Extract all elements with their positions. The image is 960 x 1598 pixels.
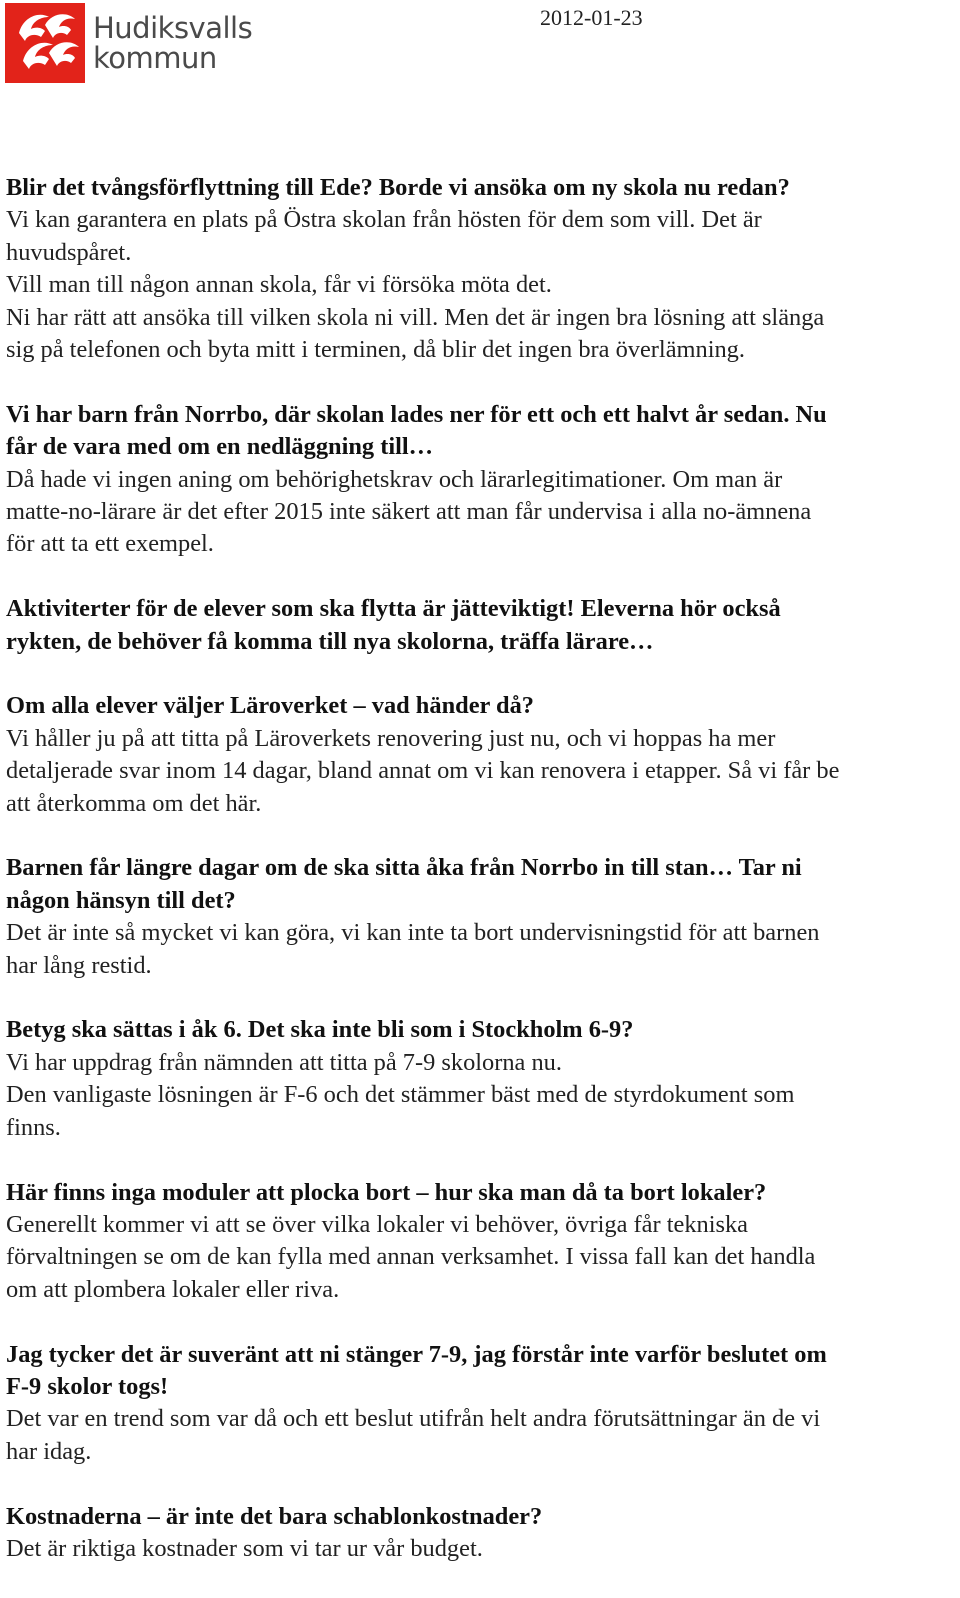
- answer-line: förvaltningen se om de kan fylla med annan verksamhet. I vissa fall kan det handla: [6, 1243, 816, 1271]
- document-date: 2012-01-23: [540, 5, 643, 30]
- answer-line: detaljerade svar inom 14 dagar, bland annat om vi kan renovera i etapper. Så vi får be: [6, 757, 840, 785]
- question-line: Kostnaderna – är inte det bara schablonkostnader?: [6, 1502, 543, 1530]
- answer-line: Vi håller ju på att titta på Läroverkets renovering just nu, och vi hoppas ha mer: [6, 724, 776, 752]
- answer-line: matte-no-lärare är det efter 2015 inte säkert att man får undervisa i alla no-ämnena: [6, 498, 812, 526]
- question-line: F-9 skolor togs!: [6, 1372, 169, 1400]
- answer-line: finns.: [6, 1113, 61, 1141]
- qa-block: [6, 1014, 956, 1144]
- answer-line: Det var en trend som var då och ett beslut utifrån helt andra förutsättningar än de vi: [6, 1405, 821, 1433]
- qa-content: [6, 172, 956, 1598]
- answer-line: Det är inte så mycket vi kan göra, vi kan inte ta bort undervisningstid för att barnen: [6, 919, 820, 947]
- question-line: rykten, de behöver få komma till nya skolorna, träffa lärare…: [6, 627, 654, 655]
- answer-line: Vi kan garantera en plats på Östra skolan från hösten för dem som vill. Det är: [6, 206, 762, 234]
- question-line: Barnen får längre dagar om de ska sitta åka från Norrbo in till stan… Tar ni: [6, 854, 802, 882]
- question-line: Blir det tvångsförflyttning till Ede? Borde vi ansöka om ny skola nu redan?: [6, 174, 790, 201]
- qa-block: [6, 593, 956, 658]
- answer-line: huvudspåret.: [6, 238, 132, 266]
- answer-line: Den vanligaste lösningen är F-6 och det stämmer bäst med de styrdokument som: [6, 1081, 795, 1109]
- qa-block: [6, 172, 956, 366]
- qa-block: [6, 1177, 956, 1307]
- question-line: någon hänsyn till det?: [6, 886, 236, 914]
- question-line: Vi har barn från Norrbo, där skolan lades ner för ett och ett halvt år sedan. Nu: [6, 400, 827, 428]
- answer-line: att återkomma om det här.: [6, 789, 262, 817]
- question-line: Aktiviterter för de elever som ska flytta är jätteviktigt! Eleverna hör också: [6, 595, 781, 623]
- answer-line: sig på telefonen och byta mitt i terminen, då blir det ingen bra överlämning.: [6, 336, 745, 364]
- qa-block: [6, 852, 956, 982]
- goat-emblem-icon: [5, 3, 85, 83]
- answer-line: har lång restid.: [6, 951, 152, 979]
- answer-line: Då hade vi ingen aning om behörighetskrav och lärarlegitimationer. Om man är: [6, 465, 783, 493]
- answer-line: Vill man till någon annan skola, får vi försöka möta det.: [6, 271, 552, 299]
- question-line: Om alla elever väljer Läroverket – vad händer då?: [6, 692, 534, 720]
- question-line: Jag tycker det är suveränt att ni stänger 7-9, jag förstår inte varför beslutet om: [6, 1340, 827, 1368]
- logo-line-2: kommun: [93, 41, 217, 75]
- answer-line: Generellt kommer vi att se över vilka lokaler vi behöver, övriga får tekniska: [6, 1210, 748, 1238]
- answer-line: har idag.: [6, 1437, 92, 1465]
- answer-line: Ni har rätt att ansöka till vilken skola ni vill. Men det är ingen bra lösning att slänga: [6, 303, 825, 331]
- answer-line: Det är riktiga kostnader som vi tar ur vår budget.: [6, 1534, 483, 1562]
- answer-line: för att ta ett exempel.: [6, 530, 214, 558]
- page-header: [0, 0, 960, 100]
- logo-wordmark: [93, 13, 252, 73]
- question-line: Betyg ska sättas i åk 6. Det ska inte bli som i Stockholm 6-9?: [6, 1016, 634, 1044]
- question-line: Här finns inga moduler att plocka bort – hur ska man då ta bort lokaler?: [6, 1178, 767, 1206]
- logo-line-1: Hudiksvalls: [93, 11, 253, 45]
- answer-line: Vi har uppdrag från nämnden att titta på 7-9 skolorna nu.: [6, 1048, 562, 1076]
- hudiksvalls-logo: [5, 3, 252, 83]
- qa-block: [6, 1339, 956, 1469]
- qa-block: [6, 399, 956, 561]
- qa-block: [6, 690, 956, 820]
- answer-line: om att plombera lokaler eller riva.: [6, 1275, 340, 1303]
- qa-block: [6, 1501, 956, 1566]
- question-line: får de vara med om en nedläggning till…: [6, 433, 434, 461]
